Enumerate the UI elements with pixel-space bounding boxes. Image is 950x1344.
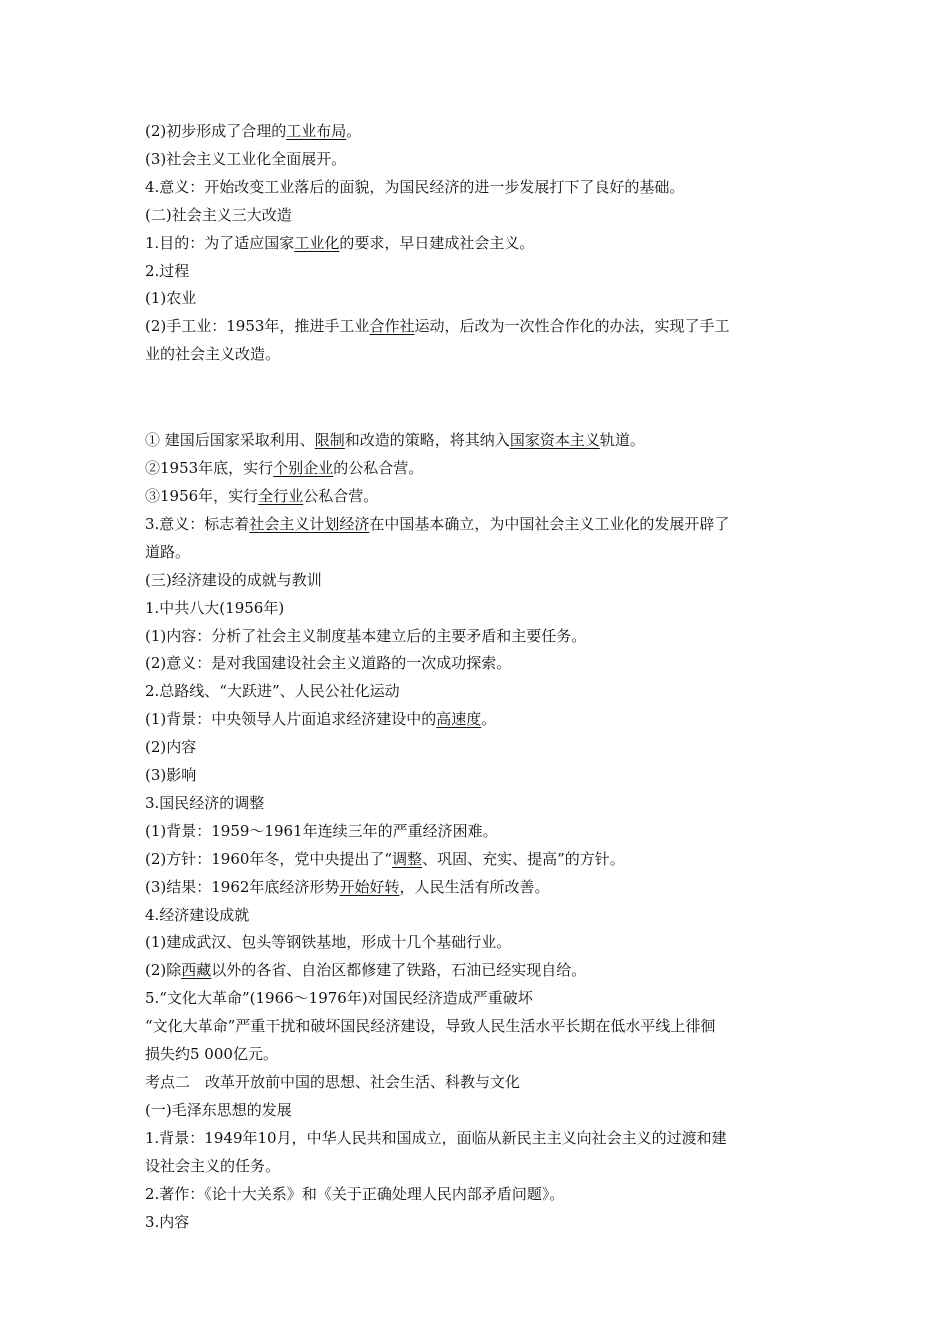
- text-line: [145, 230, 815, 258]
- text-segment: 3.国民经济的调整: [145, 793, 265, 812]
- text-segment: (1)农业: [145, 289, 197, 308]
- text-segment: ②1953年底，实行: [145, 459, 274, 478]
- text-segment: 运动，后改为一次性合作化的办法，实现了手工: [414, 317, 730, 336]
- text-line: [145, 539, 815, 567]
- text-line: [145, 146, 815, 174]
- text-line: [145, 623, 815, 651]
- text-line: [145, 790, 815, 818]
- text-line: [145, 1013, 815, 1041]
- text-segment: ③1956年，实行: [145, 486, 259, 505]
- text-segment: (3)社会主义工业化全面展开。: [145, 149, 347, 168]
- text-segment: (二)社会主义三大改造: [145, 205, 292, 224]
- underlined-term: 高速度: [436, 710, 482, 729]
- text-line: [145, 985, 815, 1013]
- underlined-term: 社会主义计划经济: [249, 514, 370, 533]
- text-segment: (3)影响: [145, 766, 197, 785]
- text-segment: (2)方针：1960年冬，党中央提出了“: [145, 849, 393, 868]
- text-segment: (一)毛泽东思想的发展: [145, 1100, 292, 1119]
- text-line: [145, 258, 815, 286]
- text-line: [145, 1125, 815, 1153]
- text-segment: (2)手工业：1953年，推进手工业: [145, 317, 370, 336]
- text-segment: 和改造的策略，将其纳入: [344, 431, 510, 450]
- text-line: [145, 762, 815, 790]
- underlined-term: 合作社: [369, 317, 415, 336]
- text-segment: 公私合营。: [303, 486, 379, 505]
- text-segment: 的公私合营。: [333, 459, 424, 478]
- text-segment: 5.“文化大革命”(1966～1976年)对国民经济造成严重破坏: [145, 989, 533, 1008]
- document-body: [145, 118, 815, 1236]
- text-segment: (三)经济建设的成就与教训: [145, 570, 322, 589]
- text-line: [145, 650, 815, 678]
- text-segment: 4.经济建设成就: [145, 905, 250, 924]
- text-segment: (2)意义：是对我国建设社会主义道路的一次成功探索。: [145, 654, 512, 673]
- underlined-term: 工业布局: [286, 122, 347, 140]
- underlined-term: 工业化: [294, 233, 340, 252]
- text-line: [145, 957, 815, 985]
- underlined-term: 开始好转: [339, 877, 400, 896]
- text-segment: (1)背景：中央领导人片面追求经济建设中的: [145, 710, 437, 729]
- underlined-term: 国家资本主义: [509, 431, 600, 450]
- text-line: [145, 455, 815, 483]
- text-segment: 2.总路线、“大跃进”、人民公社化运动: [145, 682, 400, 701]
- text-segment: 的要求，早日建成社会主义。: [339, 233, 535, 252]
- text-segment: 。: [346, 122, 362, 140]
- text-line: [145, 1097, 815, 1125]
- text-line: [145, 341, 815, 369]
- text-line: [145, 483, 815, 511]
- text-line: [145, 1069, 815, 1097]
- text-segment: 业的社会主义改造。: [145, 345, 281, 364]
- text-line: [145, 818, 815, 846]
- text-line: [145, 595, 815, 623]
- underlined-term: 个别企业: [273, 459, 334, 478]
- text-segment: 1.目的：为了适应国家: [145, 233, 295, 252]
- text-segment: ① 建国后国家采取利用、: [145, 431, 315, 450]
- text-segment: 2.过程: [145, 261, 190, 280]
- text-segment: 3.意义：标志着: [145, 514, 250, 533]
- text-segment: (2)初步形成了合理的: [145, 122, 287, 140]
- text-segment: 以外的各省、自治区都修建了铁路，石油已经实现自给。: [211, 961, 587, 980]
- text-segment: 4.意义：开始改变工业落后的面貌，为国民经济的进一步发展打下了良好的基础。: [145, 177, 685, 196]
- text-segment: ，人民生活有所改善。: [399, 877, 550, 896]
- underlined-term: 西藏: [181, 961, 212, 980]
- text-segment: (2)内容: [145, 738, 197, 757]
- text-line: [145, 846, 815, 874]
- text-segment: (1)内容：分析了社会主义制度基本建立后的主要矛盾和主要任务。: [145, 626, 587, 645]
- text-segment: 损失约5 000亿元。: [145, 1045, 278, 1064]
- text-segment: (1)背景：1959～1961年连续三年的严重经济困难。: [145, 821, 498, 840]
- text-line: [145, 1153, 815, 1181]
- text-segment: 1.背景：1949年10月，中华人民共和国成立，面临从新民主主义向社会主义的过渡和建: [145, 1128, 727, 1147]
- underlined-term: 调整: [392, 849, 423, 868]
- text-line: [145, 202, 815, 230]
- text-line: [145, 567, 815, 595]
- text-segment: (1)建成武汉、包头等钢铁基地，形成十几个基础行业。: [145, 933, 512, 952]
- text-line: [145, 174, 815, 202]
- text-line: [145, 427, 815, 455]
- text-segment: 2.著作：《论十大关系》和《关于正确处理人民内部矛盾问题》。: [145, 1184, 565, 1203]
- text-segment: 在中国基本确立，为中国社会主义工业化的发展开辟了: [369, 514, 730, 533]
- text-segment: 道路。: [145, 542, 191, 561]
- text-line: [145, 511, 815, 539]
- underlined-term: 限制: [314, 431, 345, 450]
- text-line: [145, 285, 815, 313]
- text-segment: “文化大革命”严重干扰和破坏国民经济建设，导致人民生活水平长期在低水平线上徘徊: [145, 1017, 716, 1036]
- underlined-term: 全行业: [258, 486, 304, 505]
- text-line: [145, 118, 815, 146]
- blank-line: [145, 384, 815, 412]
- text-line: [145, 678, 815, 706]
- text-line: [145, 1041, 815, 1069]
- text-line: [145, 313, 815, 341]
- text-segment: (2)除: [145, 961, 182, 980]
- text-line: [145, 929, 815, 957]
- text-segment: 。: [481, 710, 497, 729]
- text-segment: 、巩固、充实、提高”的方针。: [422, 849, 625, 868]
- text-line: [145, 734, 815, 762]
- text-segment: 轨道。: [599, 431, 645, 450]
- text-line: [145, 1209, 815, 1237]
- text-line: [145, 706, 815, 734]
- text-segment: (3)结果：1962年底经济形势: [145, 877, 340, 896]
- text-line: [145, 874, 815, 902]
- text-segment: 设社会主义的任务。: [145, 1156, 281, 1175]
- text-segment: 考点二 改革开放前中国的思想、社会生活、科教与文化: [145, 1073, 521, 1091]
- text-line: [145, 902, 815, 930]
- text-line: [145, 1181, 815, 1209]
- text-segment: 3.内容: [145, 1212, 190, 1231]
- text-segment: 1.中共八大(1956年): [145, 598, 285, 617]
